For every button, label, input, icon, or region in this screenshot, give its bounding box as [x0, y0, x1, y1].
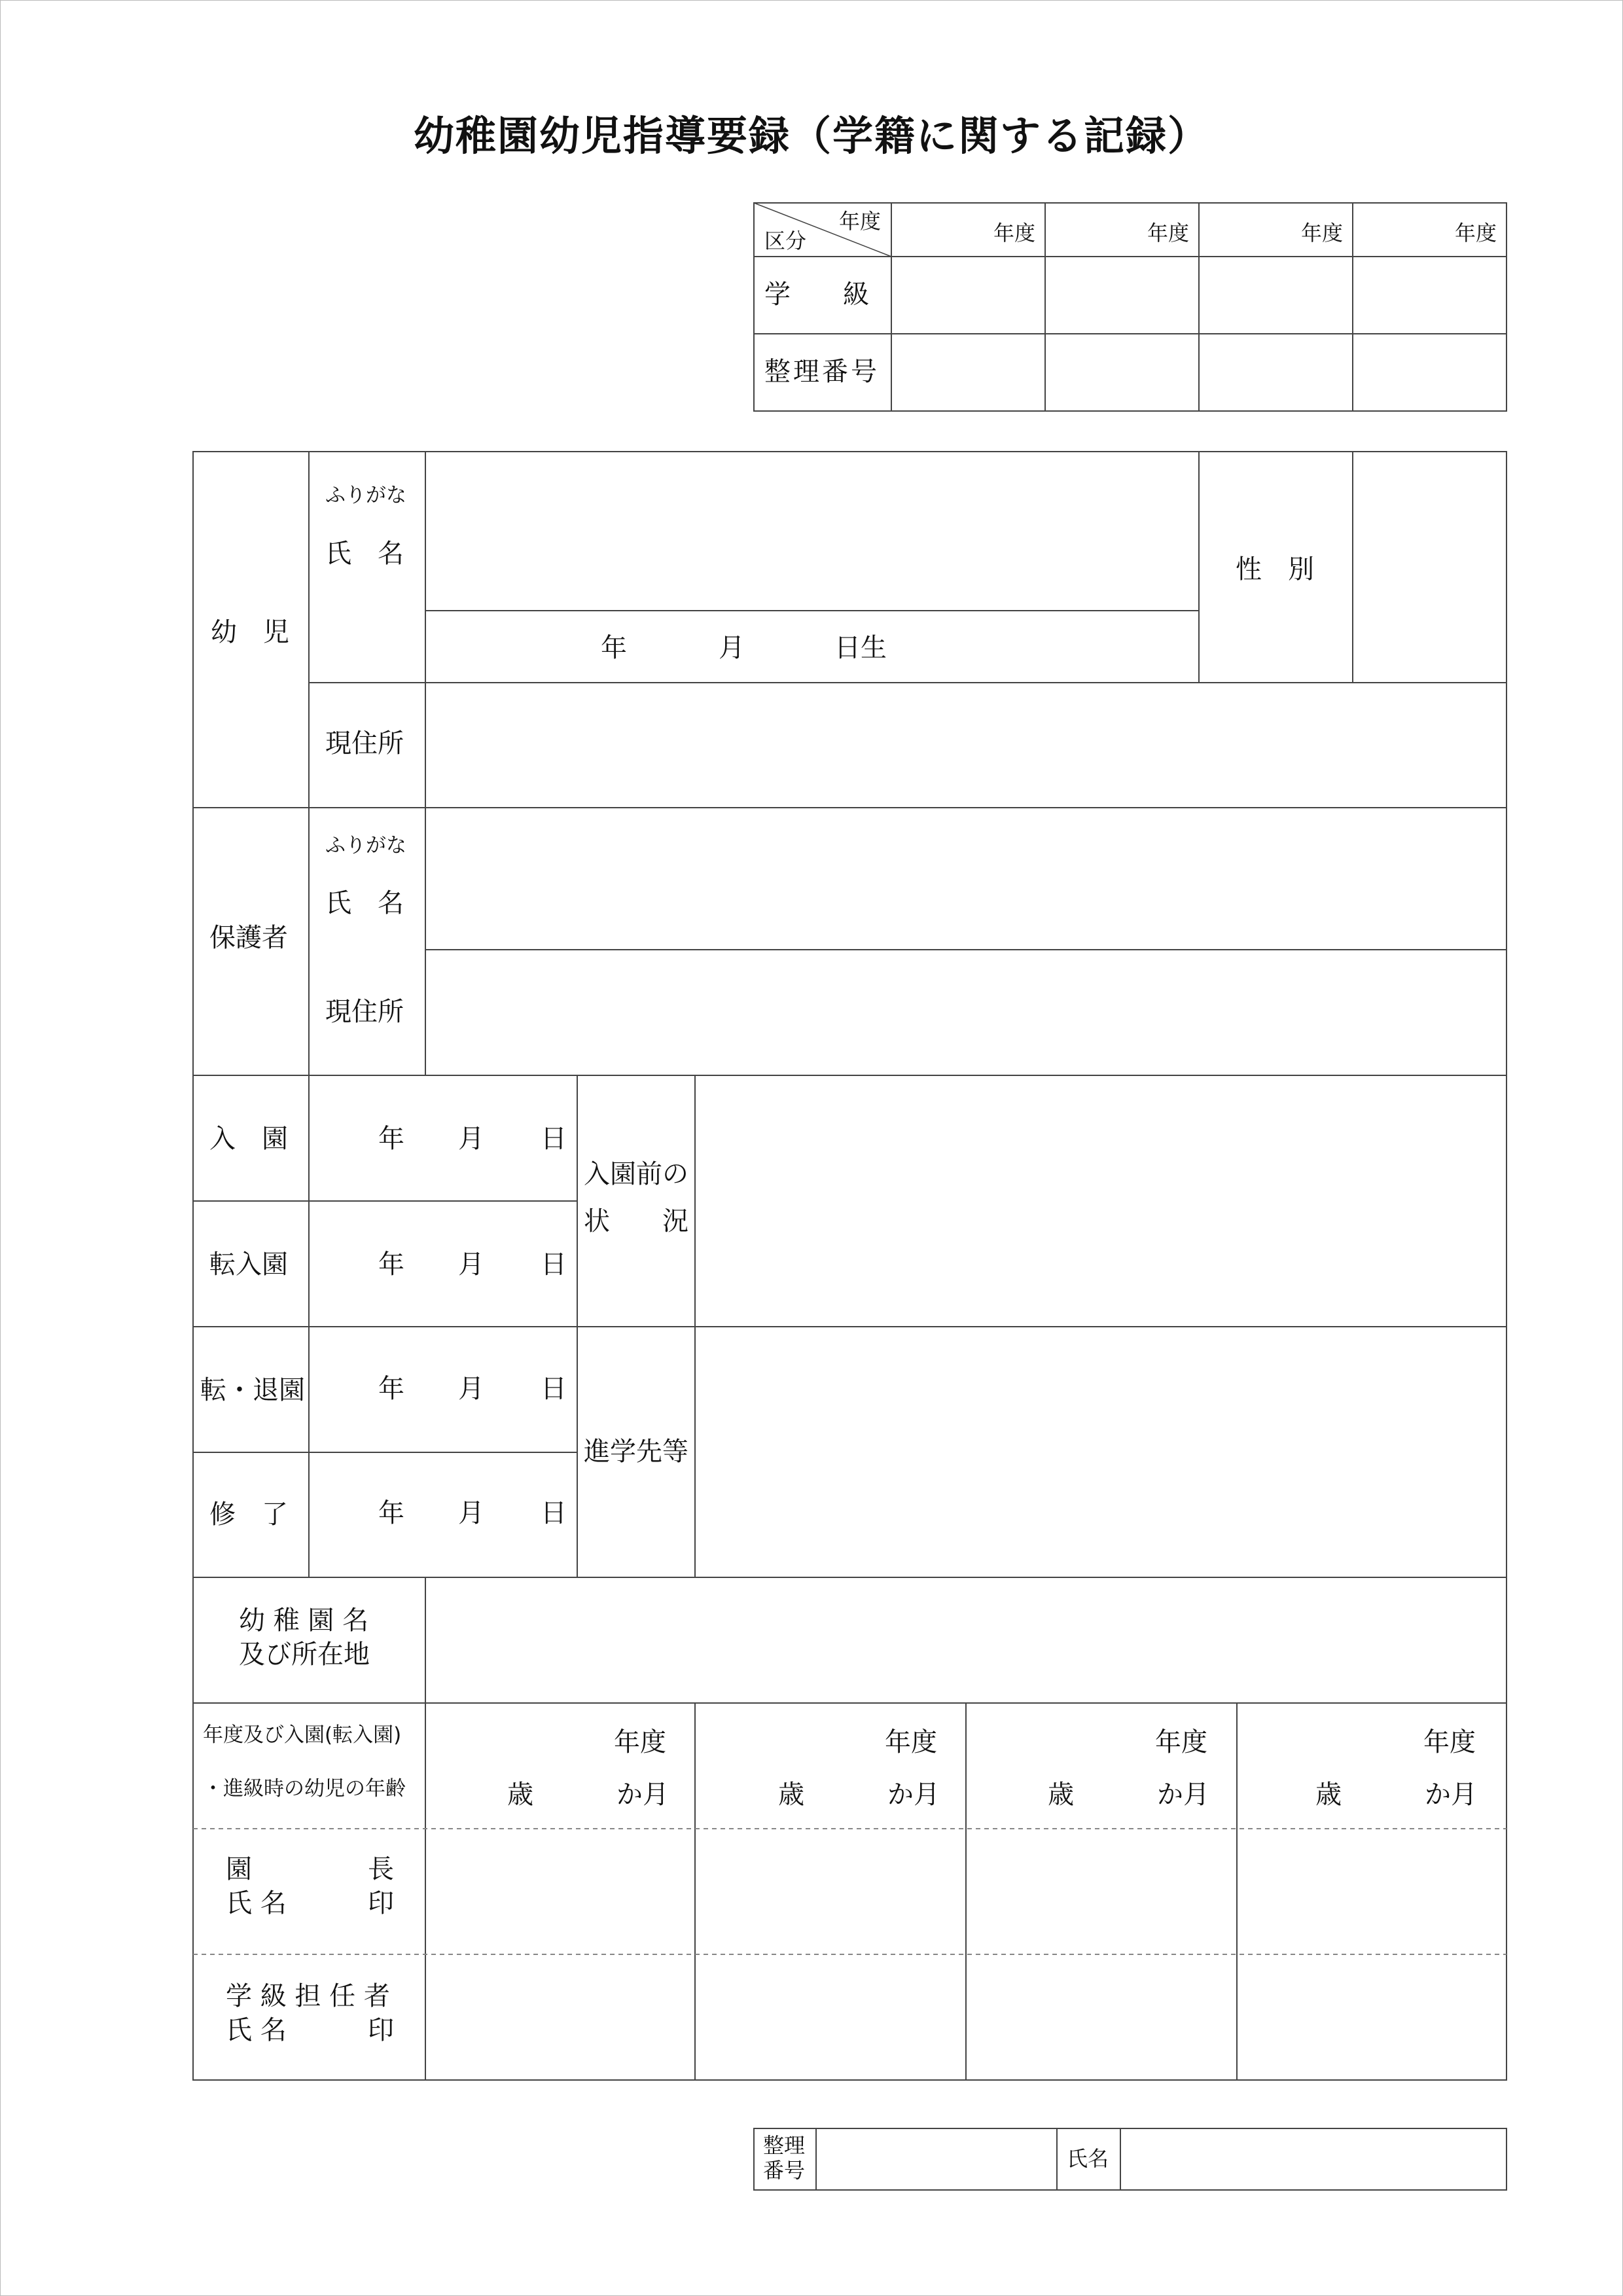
- header-gakkyu-label: 学 級: [764, 279, 869, 310]
- age-label-line2: ・進級時の幼児の年齢: [203, 1777, 406, 1801]
- page-title: 幼稚園幼児指導要録（学籍に関する記録）: [413, 112, 1209, 160]
- transfer-out-month: 月: [458, 1374, 484, 1404]
- transfer-in-month: 月: [458, 1249, 484, 1280]
- enroll-year: 年: [378, 1124, 404, 1154]
- guardian-section-label: 保護者: [209, 923, 288, 953]
- transfer-out-day: 日: [541, 1374, 567, 1404]
- gender-label: 性 別: [1236, 554, 1314, 584]
- teacher-label: 学 級 担 任 者: [226, 1981, 390, 2011]
- pre-status-label-line2: 状 況: [584, 1206, 688, 1236]
- guardian-address-label: 現住所: [325, 997, 404, 1027]
- transfer-in-year: 年: [378, 1249, 404, 1280]
- completion-month: 月: [458, 1498, 484, 1528]
- col3-kagetsu: か月: [1157, 1780, 1209, 1810]
- col2-kagetsu: か月: [887, 1780, 940, 1810]
- footer-seiri-line1: 整理: [763, 2133, 806, 2158]
- child-section-label: 幼 児: [211, 617, 289, 647]
- enroll-day: 日: [541, 1124, 567, 1154]
- col3-sai: 歳: [1048, 1780, 1074, 1810]
- principal-label-cho: 長: [368, 1854, 394, 1884]
- col2-sai: 歳: [778, 1780, 804, 1810]
- col2-nendo: 年度: [885, 1727, 937, 1757]
- header-nendo-label: 年度: [839, 209, 882, 234]
- child-address-label: 現住所: [325, 728, 404, 759]
- transfer-out-label: 転・退園: [200, 1375, 305, 1405]
- completion-day: 日: [541, 1498, 567, 1528]
- footer-name-label: 氏名: [1067, 2146, 1109, 2171]
- completion-year: 年: [378, 1498, 404, 1528]
- transfer-in-day: 日: [541, 1249, 567, 1280]
- guardian-name-label: 氏 名: [325, 888, 404, 918]
- col3-nendo: 年度: [1155, 1727, 1207, 1757]
- header-year-col-2: 年度: [1147, 221, 1190, 245]
- kindergarten-label-line1: 幼 稚 園 名: [239, 1605, 369, 1636]
- child-birth-day: 日生: [834, 633, 887, 663]
- teacher-name-label: 氏 名: [226, 2015, 287, 2045]
- age-label-line1: 年度及び入園(転入園): [203, 1723, 402, 1747]
- completion-label: 修 了: [209, 1499, 288, 1530]
- transfer-in-label: 転入園: [209, 1249, 288, 1280]
- header-year-col-1: 年度: [993, 221, 1036, 245]
- guardian-furigana-label: ふりがな: [325, 834, 406, 857]
- header-kubun-label: 区分: [764, 228, 807, 253]
- header-seiri-label: 整理番号: [764, 357, 880, 387]
- footer-seiri-line2: 番号: [763, 2158, 806, 2183]
- next-school-label: 進学先等: [584, 1437, 688, 1467]
- col1-nendo: 年度: [614, 1727, 666, 1757]
- footer-table-border: [754, 2128, 1507, 2190]
- principal-name-label: 氏 名: [226, 1888, 287, 1918]
- child-birth-month: 月: [719, 633, 745, 663]
- enroll-label: 入 園: [209, 1124, 288, 1154]
- header-year-col-3: 年度: [1301, 221, 1344, 245]
- principal-label-en: 園: [226, 1854, 252, 1884]
- header-year-col-4: 年度: [1455, 221, 1497, 245]
- child-name-label: 氏 名: [325, 539, 404, 569]
- enroll-month: 月: [458, 1124, 484, 1154]
- col4-kagetsu: か月: [1425, 1780, 1477, 1810]
- child-birth-year: 年: [601, 633, 627, 663]
- child-furigana-label: ふりがな: [325, 484, 406, 507]
- principal-seal-label: 印: [368, 1888, 394, 1918]
- transfer-out-year: 年: [378, 1374, 404, 1404]
- col4-sai: 歳: [1315, 1780, 1342, 1810]
- col1-sai: 歳: [507, 1780, 533, 1810]
- pre-status-label-line1: 入園前の: [584, 1159, 688, 1189]
- col4-nendo: 年度: [1423, 1727, 1476, 1757]
- kindergarten-label-line2: 及び所在地: [239, 1640, 370, 1670]
- teacher-seal-label: 印: [368, 2015, 394, 2045]
- col1-kagetsu: か月: [616, 1780, 669, 1810]
